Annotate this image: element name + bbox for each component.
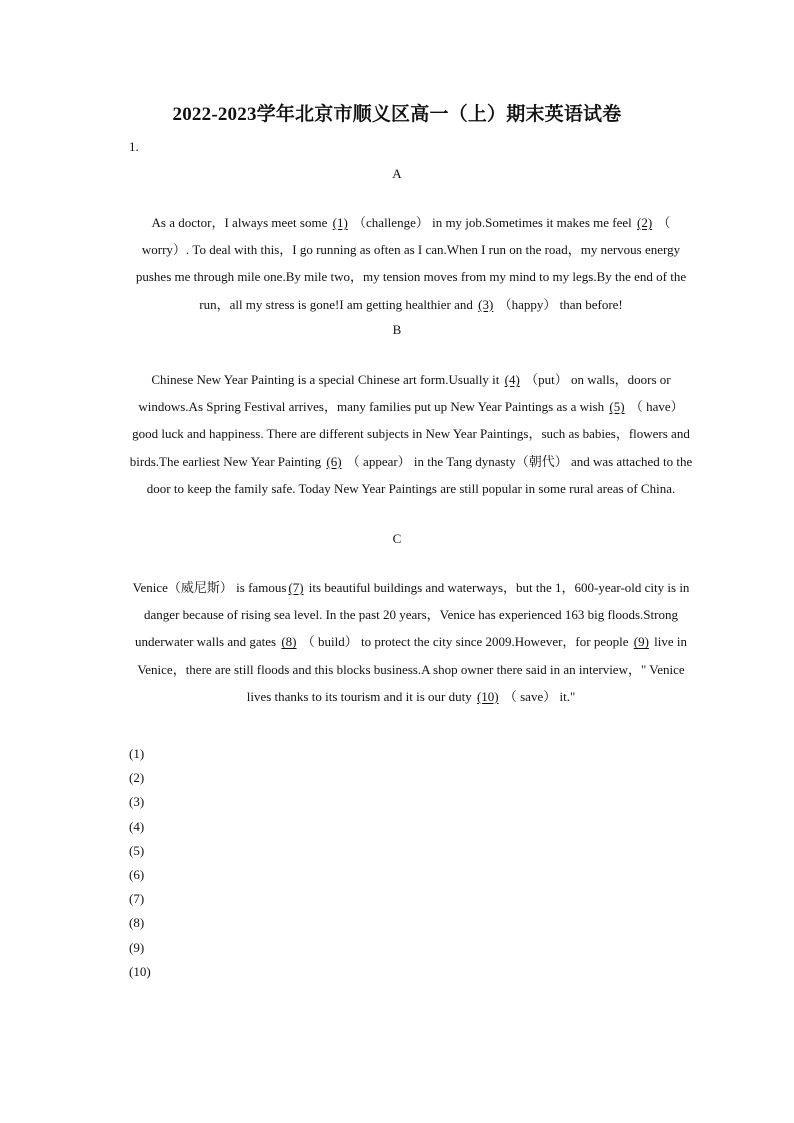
blank-7: (7)	[288, 580, 304, 595]
passage-text: its beautiful buildings and waterways，but the 1，600-year-old city is in danger because of rising sea level. In the past 20 years，Venice has experienced 163 big floods.Strong underwater walls and gates	[134, 580, 690, 650]
passage-text: （ worry）. To deal with this，I go running as often as I can.When I run on the road，my nervous energy pushes me through mile one.By mile two，my tension moves from my mind to my legs.By the end of the run，all my stress is gone!I am getting healthier and	[135, 215, 687, 312]
passage-text: （ have） good luck and happiness. There are different subjects in New Year Paintings，such as babies，flowers and birds.The earliest New Year Painting	[129, 399, 690, 469]
blank-6: (6)	[326, 453, 342, 469]
passage-c	[128, 574, 694, 710]
passage-text: （ build） to protect the city since 2009.However，for people	[301, 634, 629, 650]
passage-text: （happy） than before!	[498, 296, 623, 312]
section-label-b: B	[392, 322, 402, 337]
answer-line-1: (1)	[129, 746, 145, 761]
answer-line-7: (7)	[129, 891, 145, 907]
blank-9: (9)	[633, 634, 649, 650]
passage-text: （challenge） in my job.Sometimes it makes me feel	[353, 215, 632, 230]
passage-text: live in Venice，there are still floods and this blocks business.A shop owner there said in an interview，" Venice lives thanks to its tourism and it is our duty	[137, 634, 688, 704]
passage-text: （ appear） in the Tang dynasty（朝代） and was attached to the door to keep the family safe. Today New Year Paintings are still popular in some rural areas of China.	[146, 453, 693, 496]
answer-line-5: (5)	[129, 842, 145, 858]
passage-a	[128, 209, 694, 318]
exam-title: 2022-2023学年北京市顺义区高一（上）期末英语试卷	[172, 104, 622, 125]
blank-1: (1)	[332, 215, 348, 230]
answer-line-9: (9)	[129, 939, 145, 955]
blank-4: (4)	[504, 372, 520, 387]
answer-list	[129, 742, 151, 984]
passage-b	[128, 366, 694, 502]
blank-2: (2)	[637, 215, 653, 230]
answer-line-4: (4)	[129, 818, 145, 834]
passage-text: （put） on walls，doors or windows.As Spring Festival arrives，many families put up New Year Paintings as a wish	[138, 372, 671, 415]
section-label-a: A	[392, 166, 402, 181]
passage-text: （ save） it."	[503, 688, 576, 704]
answer-line-10: (10)	[129, 963, 151, 979]
answer-line-2: (2)	[129, 770, 145, 786]
passage-text: Venice（威尼斯） is famous	[132, 580, 287, 595]
blank-8: (8)	[281, 634, 297, 650]
passage-text: As a doctor，I always meet some	[151, 215, 328, 230]
answer-line-8: (8)	[129, 915, 145, 931]
blank-10: (10)	[476, 688, 499, 704]
passage-text: Chinese New Year Painting is a special Chinese art form.Usually it	[151, 372, 500, 387]
blank-5: (5)	[609, 399, 625, 415]
blank-3: (3)	[478, 296, 494, 312]
section-label-c: C	[392, 531, 402, 546]
question-number: 1.	[129, 139, 139, 154]
answer-line-3: (3)	[129, 794, 145, 810]
answer-line-6: (6)	[129, 867, 145, 883]
